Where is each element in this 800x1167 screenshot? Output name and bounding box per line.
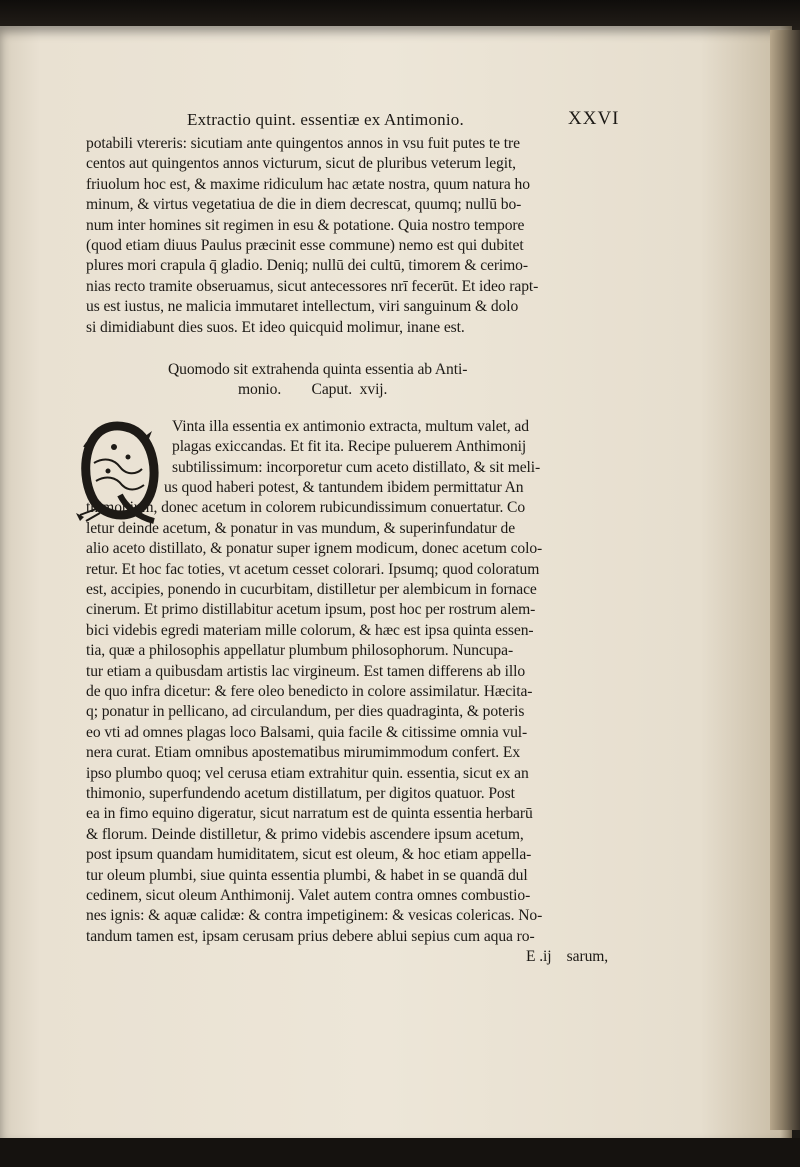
text-line: friuolum hoc est, & maxime ridiculum hac ætate nostra, quum natura ho	[86, 175, 530, 193]
text-line: thimonium, donec acetum in colorem rubicundissimum conuertatur. Co	[86, 499, 526, 517]
folio-number: XXVI	[568, 108, 620, 129]
text-line: alio aceto distillato, & ponatur super ignem modicum, donec acetum colo-	[86, 540, 543, 558]
page-content	[86, 108, 646, 967]
text-line: thimonio, superfundendo acetum distillatum, per digitos quatuor. Post	[86, 784, 515, 802]
text-line: cedinem, sicut oleum Anthimonij. Valet autem contra omnes combustio-	[86, 886, 531, 904]
text-line: si dimidiabunt dies suos. Et ideo quicquid molimur, inane est.	[86, 318, 465, 336]
text-line: retur. Et hoc fac toties, vt acetum cesset colorari. Ipsumq; quod coloratum	[86, 560, 540, 578]
running-head	[86, 108, 646, 134]
text-line: de quo infra dicetur: & fere oleo benedicto in colore assimilatur. Hæcita-	[86, 682, 533, 700]
text-line: num inter homines sit regimen in esu & potatione. Quia nostro tempore	[86, 216, 525, 234]
text-line: nes ignis: & aquæ calidæ: & contra impetiginem: & vesicas colericas. No-	[86, 907, 543, 925]
text-line: tur oleum plumbi, siue quinta essentia plumbi, & habet in se quandā dul	[86, 866, 528, 884]
paragraph-1	[86, 134, 646, 338]
text-line: nias recto tramite obseruamus, sicut antecessores nrī fecerūt. Et ideo rapt-	[86, 277, 539, 295]
text-line: plagas exiccandas. Et fit ita. Recipe puluerem Anthimonij	[172, 438, 527, 456]
catchword: E .ij sarum,	[526, 948, 609, 966]
text-line: nera curat. Etiam omnibus apostematibus mirumimmodum confert. Ex	[86, 744, 521, 762]
paragraph-2	[86, 417, 646, 968]
text-line: letur deinde acetum, & ponatur in vas mundum, & superinfundatur de	[86, 519, 516, 537]
running-head-title: Extractio quint. essentiæ ex Antimonio.	[187, 110, 464, 129]
text-line: Vinta illa essentia ex antimonio extracta, multum valet, ad	[172, 417, 529, 435]
page-edge-right	[770, 30, 800, 1130]
text-line: minum, & virtus vegetatiua de die in diem decrescat, quumq; nullū bo-	[86, 196, 522, 214]
text-line: tia, quæ a philosophis appellatur plumbum philosophorum. Nuncupa-	[86, 642, 514, 660]
text-line: cinerum. Et primo distillabitur acetum ipsum, post hoc per rostrum alem-	[86, 601, 536, 619]
text-line: subtilissimum: incorporetur cum aceto distillato, & sit meli-	[172, 458, 541, 476]
text-line: ea in fimo equino digeratur, sicut narratum est de quinta essentia herbarū	[86, 805, 533, 823]
ornate-initial-q-icon	[74, 417, 160, 525]
text-line: us quod haberi potest, & tantundem ibidem permittatur An	[164, 479, 524, 497]
text-line: eo vti ad omnes plagas loco Balsami, quia facile & citissime omnia vul-	[86, 723, 528, 741]
text-line: ipso plumbo quoq; vel cerusa etiam extrahitur quin. essentia, sicut ex an	[86, 764, 529, 782]
chapter-heading-line: monio. Caput. xvij.	[238, 380, 388, 398]
text-line: q; ponatur in pellicano, ad circulandum, per dies quadraginta, & poteris	[86, 703, 525, 721]
text-line: tur etiam a quibusdam artistis lac virgineum. Est tamen differens ab illo	[86, 662, 526, 680]
text-line: bici videbis egredi materiam mille colorum, & hæc est ipsa quinta essen-	[86, 621, 534, 639]
text-line: plures mori crapula q̄ gladio. Deniq; nullū dei cultū, timorem & cerimo-	[86, 257, 528, 275]
text-line: potabili vtereris: sicutiam ante quingentos annos in vsu fuit putes te tre	[86, 135, 520, 152]
text-line: (quod etiam diuus Paulus præcinit esse commune) nemo est qui dubitet	[86, 236, 524, 254]
text-line: est, accipies, ponendo in cucurbitam, distilletur per alembicum in fornace	[86, 581, 537, 599]
chapter-heading-line: Quomodo sit extrahenda quinta essentia ab Anti-	[168, 360, 468, 378]
text-line: & florum. Deinde distilletur, & primo videbis ascendere ipsum acetum,	[86, 825, 524, 843]
text-line: post ipsum quandam humiditatem, sicut est oleum, & hoc etiam appella-	[86, 846, 532, 864]
book-gutter-bottom	[0, 1138, 800, 1167]
chapter-heading	[168, 360, 646, 400]
text-line: tandum tamen est, ipsam cerusam prius debere ablui sepius cum aqua ro-	[86, 927, 535, 945]
text-line: us est iustus, ne malicia immutaret intellectum, viri sanguinum & dolo	[86, 298, 519, 316]
text-line: centos aut quingentos annos victurum, sicut de pluribus veterum legit,	[86, 155, 516, 173]
